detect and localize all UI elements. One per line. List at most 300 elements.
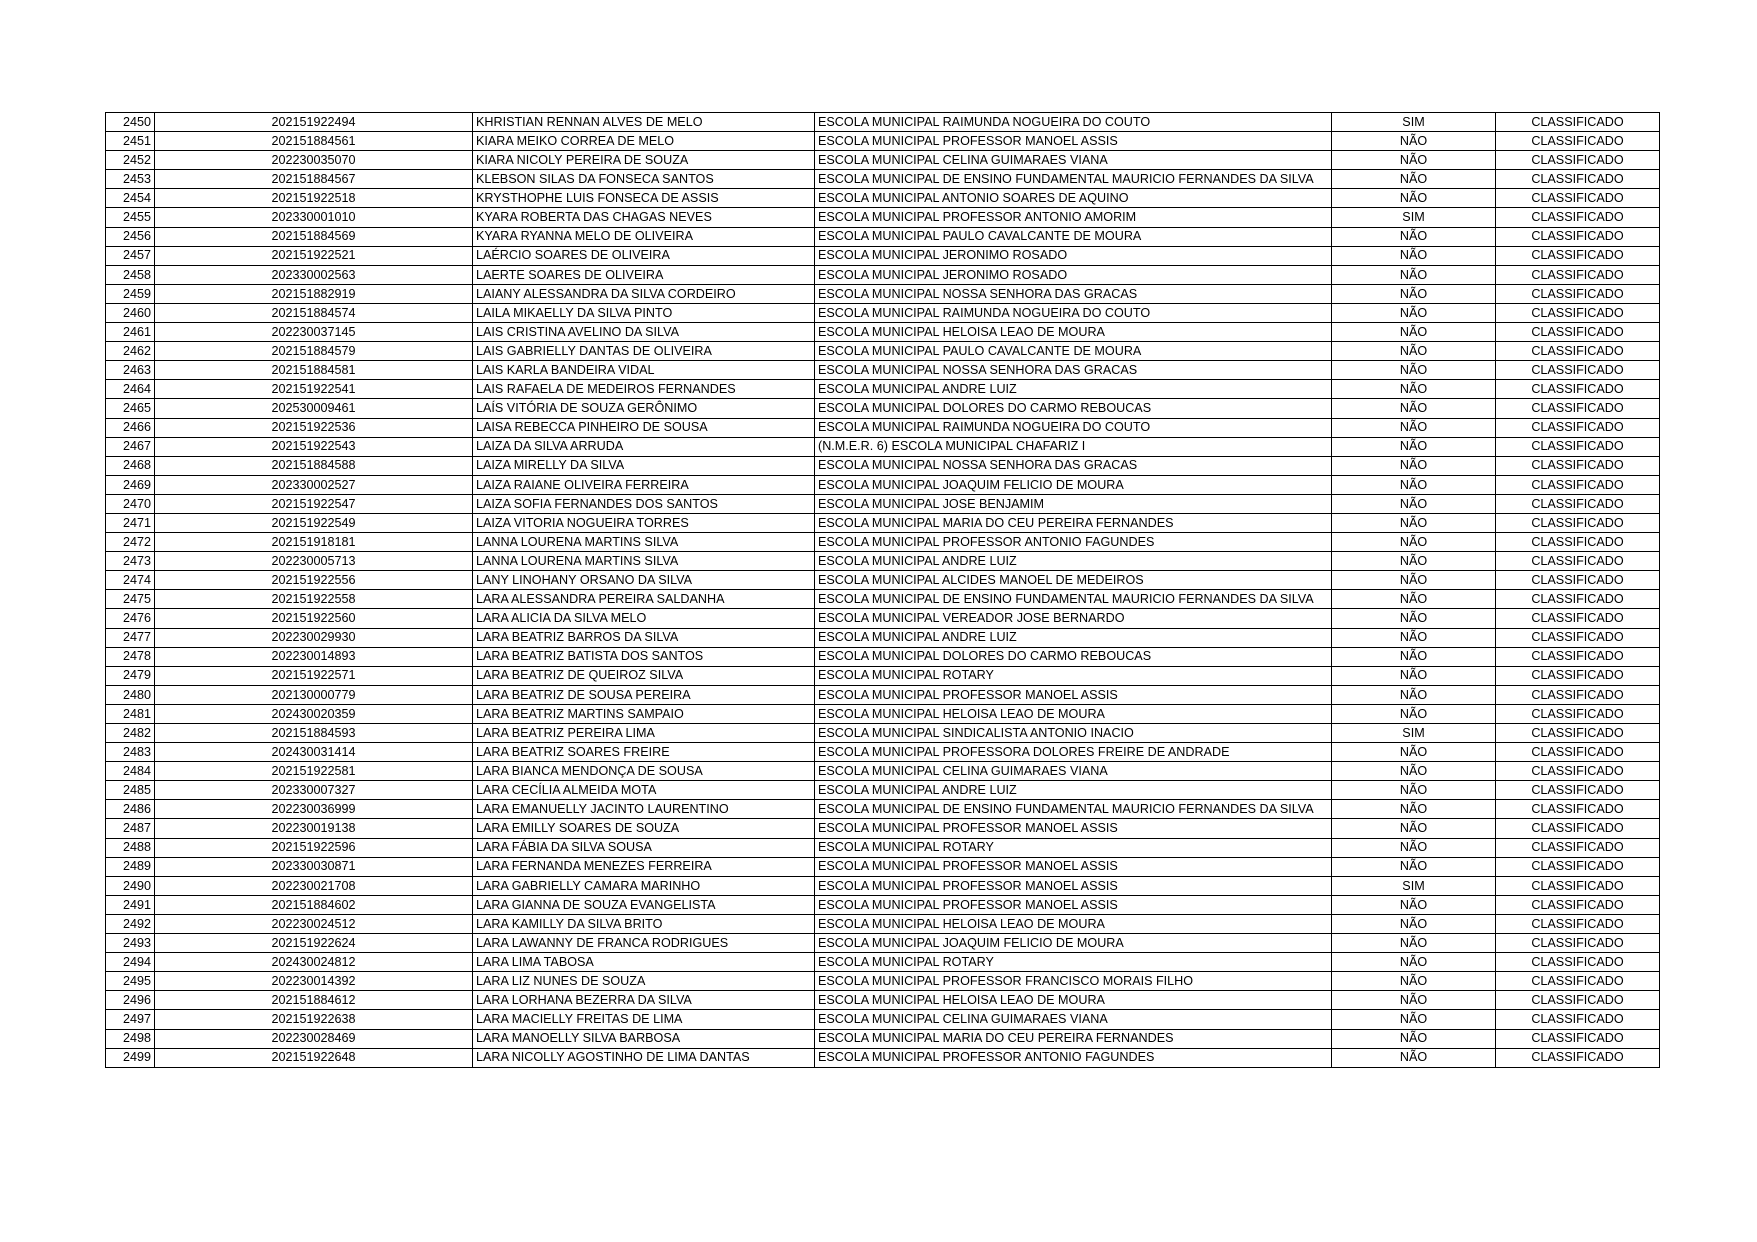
- table-row: [106, 1048, 1660, 1067]
- registration-cell: 202151884588: [155, 456, 473, 475]
- school-name-cell: ESCOLA MUNICIPAL MARIA DO CEU PEREIRA FERNANDES: [815, 1029, 1332, 1048]
- row-number-cell: 2487: [106, 819, 155, 838]
- registration-cell: 202230029930: [155, 628, 473, 647]
- flag-cell: SIM: [1332, 876, 1496, 895]
- flag-cell: NÃO: [1332, 647, 1496, 666]
- flag-cell: NÃO: [1332, 743, 1496, 762]
- status-cell: CLASSIFICADO: [1496, 762, 1660, 781]
- school-name-cell: ESCOLA MUNICIPAL CELINA GUIMARAES VIANA: [815, 1010, 1332, 1029]
- row-number-cell: 2452: [106, 151, 155, 170]
- table-row: [106, 838, 1660, 857]
- school-name-cell: ESCOLA MUNICIPAL JOAQUIM FELICIO DE MOURA: [815, 475, 1332, 494]
- table-row: [106, 704, 1660, 723]
- row-number-cell: 2490: [106, 876, 155, 895]
- flag-cell: NÃO: [1332, 628, 1496, 647]
- student-name-cell: KYARA RYANNA MELO DE OLIVEIRA: [473, 227, 815, 246]
- flag-cell: NÃO: [1332, 838, 1496, 857]
- row-number-cell: 2459: [106, 284, 155, 303]
- row-number-cell: 2493: [106, 934, 155, 953]
- registration-cell: 202151922543: [155, 437, 473, 456]
- student-name-cell: LAIANY ALESSANDRA DA SILVA CORDEIRO: [473, 284, 815, 303]
- school-name-cell: ESCOLA MUNICIPAL PROFESSOR ANTONIO FAGUNDES: [815, 1048, 1332, 1067]
- status-cell: CLASSIFICADO: [1496, 666, 1660, 685]
- status-cell: CLASSIFICADO: [1496, 342, 1660, 361]
- flag-cell: NÃO: [1332, 323, 1496, 342]
- registration-cell: 202151884579: [155, 342, 473, 361]
- row-number-cell: 2484: [106, 762, 155, 781]
- school-name-cell: ESCOLA MUNICIPAL DE ENSINO FUNDAMENTAL MAURICIO FERNANDES DA SILVA: [815, 800, 1332, 819]
- registration-cell: 202151884567: [155, 170, 473, 189]
- student-name-cell: LARA BEATRIZ PEREIRA LIMA: [473, 724, 815, 743]
- flag-cell: SIM: [1332, 724, 1496, 743]
- flag-cell: NÃO: [1332, 991, 1496, 1010]
- table-row: [106, 494, 1660, 513]
- table-row: [106, 800, 1660, 819]
- registration-cell: 202430024812: [155, 953, 473, 972]
- school-name-cell: ESCOLA MUNICIPAL PAULO CAVALCANTE DE MOURA: [815, 342, 1332, 361]
- row-number-cell: 2483: [106, 743, 155, 762]
- student-name-cell: LARA EMILLY SOARES DE SOUZA: [473, 819, 815, 838]
- registration-cell: 202151922581: [155, 762, 473, 781]
- school-name-cell: ESCOLA MUNICIPAL JOSE BENJAMIM: [815, 494, 1332, 513]
- status-cell: CLASSIFICADO: [1496, 151, 1660, 170]
- registration-cell: 202151922648: [155, 1048, 473, 1067]
- flag-cell: NÃO: [1332, 685, 1496, 704]
- school-name-cell: ESCOLA MUNICIPAL ANDRE LUIZ: [815, 380, 1332, 399]
- student-name-cell: LAISA REBECCA PINHEIRO DE SOUSA: [473, 418, 815, 437]
- school-name-cell: ESCOLA MUNICIPAL DOLORES DO CARMO REBOUCAS: [815, 399, 1332, 418]
- flag-cell: NÃO: [1332, 533, 1496, 552]
- registration-cell: 202230024512: [155, 914, 473, 933]
- status-cell: CLASSIFICADO: [1496, 494, 1660, 513]
- status-cell: CLASSIFICADO: [1496, 227, 1660, 246]
- flag-cell: NÃO: [1332, 475, 1496, 494]
- registration-cell: 202230035070: [155, 151, 473, 170]
- student-name-cell: LANY LINOHANY ORSANO DA SILVA: [473, 571, 815, 590]
- status-cell: CLASSIFICADO: [1496, 418, 1660, 437]
- flag-cell: NÃO: [1332, 265, 1496, 284]
- table-row: [106, 475, 1660, 494]
- row-number-cell: 2474: [106, 571, 155, 590]
- registration-cell: 202151884612: [155, 991, 473, 1010]
- flag-cell: NÃO: [1332, 857, 1496, 876]
- student-name-cell: LAIZA MIRELLY DA SILVA: [473, 456, 815, 475]
- status-cell: CLASSIFICADO: [1496, 685, 1660, 704]
- status-cell: CLASSIFICADO: [1496, 724, 1660, 743]
- status-cell: CLASSIFICADO: [1496, 265, 1660, 284]
- school-name-cell: ESCOLA MUNICIPAL CELINA GUIMARAES VIANA: [815, 151, 1332, 170]
- status-cell: CLASSIFICADO: [1496, 991, 1660, 1010]
- flag-cell: NÃO: [1332, 246, 1496, 265]
- student-name-cell: LAIZA SOFIA FERNANDES DOS SANTOS: [473, 494, 815, 513]
- student-name-cell: KRYSTHOPHE LUIS FONSECA DE ASSIS: [473, 189, 815, 208]
- status-cell: CLASSIFICADO: [1496, 246, 1660, 265]
- status-cell: CLASSIFICADO: [1496, 303, 1660, 322]
- registration-cell: 202430031414: [155, 743, 473, 762]
- flag-cell: NÃO: [1332, 1048, 1496, 1067]
- table-row: [106, 151, 1660, 170]
- table-row: [106, 323, 1660, 342]
- flag-cell: NÃO: [1332, 494, 1496, 513]
- table-row: [106, 781, 1660, 800]
- student-name-cell: LARA ALESSANDRA PEREIRA SALDANHA: [473, 590, 815, 609]
- school-name-cell: ESCOLA MUNICIPAL NOSSA SENHORA DAS GRACAS: [815, 284, 1332, 303]
- table-row: [106, 170, 1660, 189]
- table-row: [106, 189, 1660, 208]
- status-cell: CLASSIFICADO: [1496, 437, 1660, 456]
- school-name-cell: ESCOLA MUNICIPAL SINDICALISTA ANTONIO INACIO: [815, 724, 1332, 743]
- registration-cell: 202151884602: [155, 895, 473, 914]
- registration-cell: 202330001010: [155, 208, 473, 227]
- registration-cell: 202151922638: [155, 1010, 473, 1029]
- flag-cell: SIM: [1332, 208, 1496, 227]
- row-number-cell: 2467: [106, 437, 155, 456]
- student-name-cell: LARA LORHANA BEZERRA DA SILVA: [473, 991, 815, 1010]
- student-name-cell: LAIZA VITORIA NOGUEIRA TORRES: [473, 513, 815, 532]
- table-row: [106, 628, 1660, 647]
- table-row: [106, 762, 1660, 781]
- flag-cell: NÃO: [1332, 227, 1496, 246]
- registration-cell: 202230036999: [155, 800, 473, 819]
- status-cell: CLASSIFICADO: [1496, 914, 1660, 933]
- status-cell: CLASSIFICADO: [1496, 170, 1660, 189]
- student-name-cell: LARA BEATRIZ BATISTA DOS SANTOS: [473, 647, 815, 666]
- registration-cell: 202330007327: [155, 781, 473, 800]
- table-row: [106, 895, 1660, 914]
- row-number-cell: 2451: [106, 132, 155, 151]
- school-name-cell: ESCOLA MUNICIPAL PROFESSOR ANTONIO FAGUNDES: [815, 533, 1332, 552]
- flag-cell: NÃO: [1332, 361, 1496, 380]
- student-name-cell: LARA LAWANNY DE FRANCA RODRIGUES: [473, 934, 815, 953]
- flag-cell: NÃO: [1332, 953, 1496, 972]
- table-row: [106, 647, 1660, 666]
- row-number-cell: 2481: [106, 704, 155, 723]
- table-row: [106, 934, 1660, 953]
- school-name-cell: ESCOLA MUNICIPAL PAULO CAVALCANTE DE MOURA: [815, 227, 1332, 246]
- row-number-cell: 2468: [106, 456, 155, 475]
- student-name-cell: LARA BEATRIZ DE QUEIROZ SILVA: [473, 666, 815, 685]
- table-row: [106, 743, 1660, 762]
- school-name-cell: ESCOLA MUNICIPAL HELOISA LEAO DE MOURA: [815, 991, 1332, 1010]
- registration-cell: 202530009461: [155, 399, 473, 418]
- student-name-cell: LARA GIANNA DE SOUZA EVANGELISTA: [473, 895, 815, 914]
- row-number-cell: 2464: [106, 380, 155, 399]
- status-cell: CLASSIFICADO: [1496, 456, 1660, 475]
- school-name-cell: ESCOLA MUNICIPAL VEREADOR JOSE BERNARDO: [815, 609, 1332, 628]
- flag-cell: NÃO: [1332, 800, 1496, 819]
- status-cell: CLASSIFICADO: [1496, 533, 1660, 552]
- table-row: [106, 380, 1660, 399]
- row-number-cell: 2476: [106, 609, 155, 628]
- school-name-cell: ESCOLA MUNICIPAL PROFESSOR MANOEL ASSIS: [815, 876, 1332, 895]
- student-name-cell: LARA LIMA TABOSA: [473, 953, 815, 972]
- student-name-cell: KIARA NICOLY PEREIRA DE SOUZA: [473, 151, 815, 170]
- flag-cell: NÃO: [1332, 895, 1496, 914]
- registration-cell: 202151922624: [155, 934, 473, 953]
- student-name-cell: LARA MANOELLY SILVA BARBOSA: [473, 1029, 815, 1048]
- registration-cell: 202151922558: [155, 590, 473, 609]
- flag-cell: NÃO: [1332, 189, 1496, 208]
- school-name-cell: ESCOLA MUNICIPAL NOSSA SENHORA DAS GRACAS: [815, 361, 1332, 380]
- school-name-cell: ESCOLA MUNICIPAL HELOISA LEAO DE MOURA: [815, 704, 1332, 723]
- student-name-cell: LARA BEATRIZ DE SOUSA PEREIRA: [473, 685, 815, 704]
- row-number-cell: 2458: [106, 265, 155, 284]
- flag-cell: NÃO: [1332, 1029, 1496, 1048]
- row-number-cell: 2465: [106, 399, 155, 418]
- school-name-cell: ESCOLA MUNICIPAL ROTARY: [815, 838, 1332, 857]
- status-cell: CLASSIFICADO: [1496, 609, 1660, 628]
- registration-cell: 202151922541: [155, 380, 473, 399]
- flag-cell: NÃO: [1332, 303, 1496, 322]
- table-row: [106, 132, 1660, 151]
- row-number-cell: 2485: [106, 781, 155, 800]
- school-name-cell: ESCOLA MUNICIPAL JOAQUIM FELICIO DE MOURA: [815, 934, 1332, 953]
- school-name-cell: ESCOLA MUNICIPAL ANDRE LUIZ: [815, 781, 1332, 800]
- school-name-cell: ESCOLA MUNICIPAL PROFESSORA DOLORES FREIRE DE ANDRADE: [815, 743, 1332, 762]
- flag-cell: NÃO: [1332, 380, 1496, 399]
- table-row: [106, 1010, 1660, 1029]
- row-number-cell: 2479: [106, 666, 155, 685]
- status-cell: CLASSIFICADO: [1496, 132, 1660, 151]
- row-number-cell: 2496: [106, 991, 155, 1010]
- student-name-cell: LARA CECÍLIA ALMEIDA MOTA: [473, 781, 815, 800]
- status-cell: CLASSIFICADO: [1496, 895, 1660, 914]
- row-number-cell: 2473: [106, 552, 155, 571]
- status-cell: CLASSIFICADO: [1496, 361, 1660, 380]
- table-row: [106, 914, 1660, 933]
- student-name-cell: LARA LIZ NUNES DE SOUZA: [473, 972, 815, 991]
- table-row: [106, 724, 1660, 743]
- row-number-cell: 2494: [106, 953, 155, 972]
- table-row: [106, 456, 1660, 475]
- row-number-cell: 2454: [106, 189, 155, 208]
- school-name-cell: ESCOLA MUNICIPAL JERONIMO ROSADO: [815, 246, 1332, 265]
- student-name-cell: LARA GABRIELLY CAMARA MARINHO: [473, 876, 815, 895]
- status-cell: CLASSIFICADO: [1496, 208, 1660, 227]
- table-row: [106, 590, 1660, 609]
- student-name-cell: LANNA LOURENA MARTINS SILVA: [473, 552, 815, 571]
- school-name-cell: ESCOLA MUNICIPAL ANTONIO SOARES DE AQUINO: [815, 189, 1332, 208]
- school-name-cell: ESCOLA MUNICIPAL ROTARY: [815, 666, 1332, 685]
- row-number-cell: 2466: [106, 418, 155, 437]
- table-row: [106, 399, 1660, 418]
- flag-cell: NÃO: [1332, 399, 1496, 418]
- flag-cell: NÃO: [1332, 914, 1496, 933]
- flag-cell: NÃO: [1332, 972, 1496, 991]
- row-number-cell: 2495: [106, 972, 155, 991]
- row-number-cell: 2450: [106, 113, 155, 132]
- status-cell: CLASSIFICADO: [1496, 628, 1660, 647]
- row-number-cell: 2472: [106, 533, 155, 552]
- school-name-cell: ESCOLA MUNICIPAL RAIMUNDA NOGUEIRA DO COUTO: [815, 418, 1332, 437]
- row-number-cell: 2492: [106, 914, 155, 933]
- row-number-cell: 2456: [106, 227, 155, 246]
- student-name-cell: LAIZA RAIANE OLIVEIRA FERREIRA: [473, 475, 815, 494]
- flag-cell: NÃO: [1332, 609, 1496, 628]
- flag-cell: NÃO: [1332, 284, 1496, 303]
- row-number-cell: 2489: [106, 857, 155, 876]
- flag-cell: NÃO: [1332, 666, 1496, 685]
- registration-cell: 202330030871: [155, 857, 473, 876]
- registration-cell: 202151922521: [155, 246, 473, 265]
- row-number-cell: 2453: [106, 170, 155, 189]
- row-number-cell: 2486: [106, 800, 155, 819]
- table-row: [106, 246, 1660, 265]
- school-name-cell: ESCOLA MUNICIPAL CELINA GUIMARAES VIANA: [815, 762, 1332, 781]
- table-row: [106, 991, 1660, 1010]
- status-cell: CLASSIFICADO: [1496, 647, 1660, 666]
- registration-cell: 202151922536: [155, 418, 473, 437]
- status-cell: CLASSIFICADO: [1496, 1010, 1660, 1029]
- flag-cell: NÃO: [1332, 1010, 1496, 1029]
- table-row: [106, 437, 1660, 456]
- row-number-cell: 2482: [106, 724, 155, 743]
- school-name-cell: (N.M.E.R. 6) ESCOLA MUNICIPAL CHAFARIZ I: [815, 437, 1332, 456]
- status-cell: CLASSIFICADO: [1496, 838, 1660, 857]
- registration-cell: 202151884593: [155, 724, 473, 743]
- row-number-cell: 2470: [106, 494, 155, 513]
- table-row: [106, 303, 1660, 322]
- student-name-cell: LARA BEATRIZ BARROS DA SILVA: [473, 628, 815, 647]
- student-name-cell: LAÉRCIO SOARES DE OLIVEIRA: [473, 246, 815, 265]
- table-row: [106, 284, 1660, 303]
- flag-cell: NÃO: [1332, 552, 1496, 571]
- flag-cell: NÃO: [1332, 456, 1496, 475]
- school-name-cell: ESCOLA MUNICIPAL ALCIDES MANOEL DE MEDEIROS: [815, 571, 1332, 590]
- registration-cell: 202151922547: [155, 494, 473, 513]
- status-cell: CLASSIFICADO: [1496, 953, 1660, 972]
- student-name-cell: LAERTE SOARES DE OLIVEIRA: [473, 265, 815, 284]
- student-name-cell: LAIS RAFAELA DE MEDEIROS FERNANDES: [473, 380, 815, 399]
- status-cell: CLASSIFICADO: [1496, 876, 1660, 895]
- school-name-cell: ESCOLA MUNICIPAL PROFESSOR MANOEL ASSIS: [815, 819, 1332, 838]
- status-cell: CLASSIFICADO: [1496, 1029, 1660, 1048]
- flag-cell: NÃO: [1332, 571, 1496, 590]
- status-cell: CLASSIFICADO: [1496, 819, 1660, 838]
- table-row: [106, 685, 1660, 704]
- flag-cell: NÃO: [1332, 170, 1496, 189]
- school-name-cell: ESCOLA MUNICIPAL PROFESSOR ANTONIO AMORIM: [815, 208, 1332, 227]
- student-name-cell: KYARA ROBERTA DAS CHAGAS NEVES: [473, 208, 815, 227]
- registration-cell: 202151884561: [155, 132, 473, 151]
- row-number-cell: 2457: [106, 246, 155, 265]
- registration-cell: 202151922494: [155, 113, 473, 132]
- flag-cell: NÃO: [1332, 132, 1496, 151]
- table-row: [106, 571, 1660, 590]
- flag-cell: NÃO: [1332, 513, 1496, 532]
- table-row: [106, 227, 1660, 246]
- student-name-cell: LARA BEATRIZ SOARES FREIRE: [473, 743, 815, 762]
- registration-cell: 202330002527: [155, 475, 473, 494]
- school-name-cell: ESCOLA MUNICIPAL HELOISA LEAO DE MOURA: [815, 914, 1332, 933]
- registration-cell: 202151918181: [155, 533, 473, 552]
- flag-cell: NÃO: [1332, 590, 1496, 609]
- school-name-cell: ESCOLA MUNICIPAL RAIMUNDA NOGUEIRA DO COUTO: [815, 303, 1332, 322]
- table-row: [106, 418, 1660, 437]
- table-row: [106, 876, 1660, 895]
- registration-cell: 202151922560: [155, 609, 473, 628]
- row-number-cell: 2497: [106, 1010, 155, 1029]
- student-name-cell: LAILA MIKAELLY DA SILVA PINTO: [473, 303, 815, 322]
- row-number-cell: 2463: [106, 361, 155, 380]
- school-name-cell: ESCOLA MUNICIPAL DE ENSINO FUNDAMENTAL MAURICIO FERNANDES DA SILVA: [815, 170, 1332, 189]
- table-row: [106, 342, 1660, 361]
- table-row: [106, 972, 1660, 991]
- registration-cell: 202151922556: [155, 571, 473, 590]
- status-cell: CLASSIFICADO: [1496, 189, 1660, 208]
- classification-table: [105, 112, 1660, 1068]
- status-cell: CLASSIFICADO: [1496, 590, 1660, 609]
- row-number-cell: 2488: [106, 838, 155, 857]
- school-name-cell: ESCOLA MUNICIPAL PROFESSOR MANOEL ASSIS: [815, 685, 1332, 704]
- status-cell: CLASSIFICADO: [1496, 323, 1660, 342]
- registration-cell: 202230014392: [155, 972, 473, 991]
- registration-cell: 202151922596: [155, 838, 473, 857]
- table-row: [106, 666, 1660, 685]
- row-number-cell: 2469: [106, 475, 155, 494]
- row-number-cell: 2471: [106, 513, 155, 532]
- status-cell: CLASSIFICADO: [1496, 743, 1660, 762]
- school-name-cell: ESCOLA MUNICIPAL JERONIMO ROSADO: [815, 265, 1332, 284]
- registration-cell: 202151882919: [155, 284, 473, 303]
- flag-cell: NÃO: [1332, 418, 1496, 437]
- status-cell: CLASSIFICADO: [1496, 857, 1660, 876]
- student-name-cell: LARA FÁBIA DA SILVA SOUSA: [473, 838, 815, 857]
- row-number-cell: 2498: [106, 1029, 155, 1048]
- row-number-cell: 2477: [106, 628, 155, 647]
- row-number-cell: 2461: [106, 323, 155, 342]
- registration-cell: 202230005713: [155, 552, 473, 571]
- table-row: [106, 513, 1660, 532]
- row-number-cell: 2455: [106, 208, 155, 227]
- school-name-cell: ESCOLA MUNICIPAL PROFESSOR MANOEL ASSIS: [815, 132, 1332, 151]
- school-name-cell: ESCOLA MUNICIPAL PROFESSOR MANOEL ASSIS: [815, 857, 1332, 876]
- row-number-cell: 2462: [106, 342, 155, 361]
- student-name-cell: KLEBSON SILAS DA FONSECA SANTOS: [473, 170, 815, 189]
- student-name-cell: LAIS GABRIELLY DANTAS DE OLIVEIRA: [473, 342, 815, 361]
- table-row: [106, 208, 1660, 227]
- flag-cell: NÃO: [1332, 704, 1496, 723]
- student-name-cell: LARA BEATRIZ MARTINS SAMPAIO: [473, 704, 815, 723]
- flag-cell: NÃO: [1332, 762, 1496, 781]
- row-number-cell: 2478: [106, 647, 155, 666]
- registration-cell: 202230037145: [155, 323, 473, 342]
- registration-cell: 202151884574: [155, 303, 473, 322]
- student-name-cell: LARA KAMILLY DA SILVA BRITO: [473, 914, 815, 933]
- registration-cell: 202151922549: [155, 513, 473, 532]
- status-cell: CLASSIFICADO: [1496, 552, 1660, 571]
- flag-cell: NÃO: [1332, 342, 1496, 361]
- table-row: [106, 1029, 1660, 1048]
- table-row: [106, 953, 1660, 972]
- table-row: [106, 552, 1660, 571]
- status-cell: CLASSIFICADO: [1496, 934, 1660, 953]
- student-name-cell: LAIZA DA SILVA ARRUDA: [473, 437, 815, 456]
- status-cell: CLASSIFICADO: [1496, 781, 1660, 800]
- registration-cell: 202230028469: [155, 1029, 473, 1048]
- student-name-cell: KHRISTIAN RENNAN ALVES DE MELO: [473, 113, 815, 132]
- row-number-cell: 2460: [106, 303, 155, 322]
- student-name-cell: LARA BIANCA MENDONÇA DE SOUSA: [473, 762, 815, 781]
- registration-cell: 202230019138: [155, 819, 473, 838]
- table-row: [106, 113, 1660, 132]
- table-row: [106, 533, 1660, 552]
- flag-cell: NÃO: [1332, 437, 1496, 456]
- school-name-cell: ESCOLA MUNICIPAL PROFESSOR FRANCISCO MORAIS FILHO: [815, 972, 1332, 991]
- table-row: [106, 265, 1660, 284]
- row-number-cell: 2480: [106, 685, 155, 704]
- flag-cell: NÃO: [1332, 934, 1496, 953]
